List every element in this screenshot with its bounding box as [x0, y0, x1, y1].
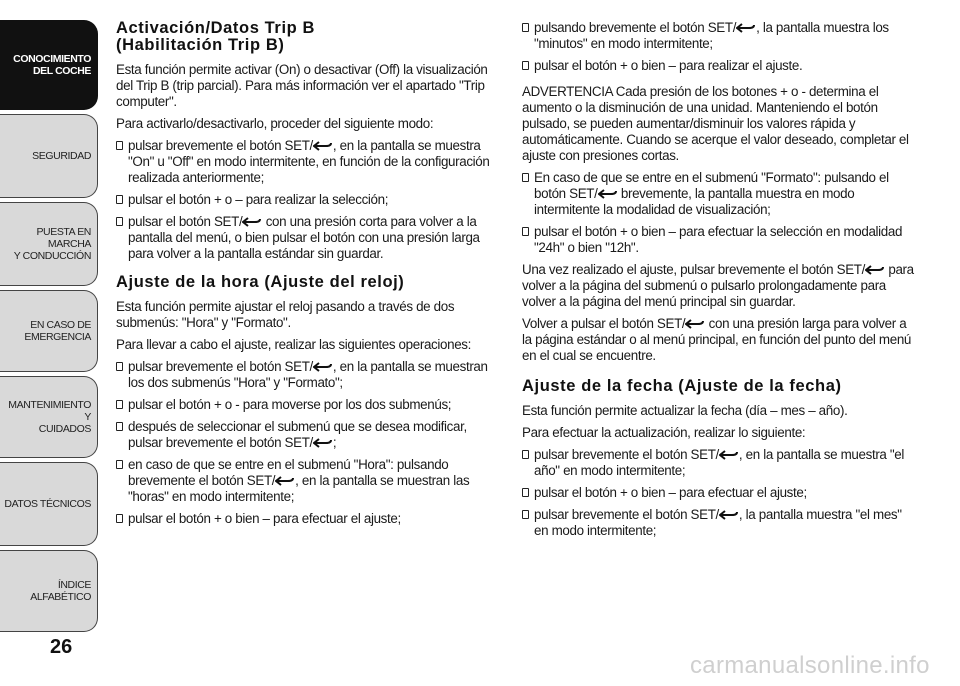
list-item: pulsar brevemente el botón SET/ , la pantalla muestra "el mes" en modo intermitente;: [522, 507, 914, 539]
checkbox-bullet-icon: [522, 61, 529, 70]
list-item: pulsar el botón + o bien – para efectuar el ajuste;: [116, 511, 496, 527]
checkbox-bullet-icon: [116, 362, 123, 371]
checkbox-bullet-icon: [116, 195, 123, 204]
back-arrow-icon: [736, 23, 756, 33]
back-arrow-icon: [598, 189, 618, 199]
warning-text: ADVERTENCIA Cada presión de los botones + o - determina el aumento o la disminución de una unidad. Manteniendo el botón pulsado, se pueden aumentar/disminuir los valores rápida y automáticamente. Cuando se acerque el valor deseado, completar el ajuste con presiones cortas.: [522, 84, 909, 163]
hora-procedure: Para llevar a cabo el ajuste, realizar las siguientes operaciones:: [116, 337, 472, 352]
back-arrow-icon: [719, 510, 739, 520]
right-column: [522, 20, 914, 545]
checkbox-bullet-icon: [116, 514, 123, 523]
tab-seguridad[interactable]: SEGURIDAD: [0, 114, 98, 198]
checkbox-bullet-icon: [116, 141, 123, 150]
list-item: en caso de que se entre en el submenú "Hora": pulsando brevemente el botón SET/ , en la pantalla se muestran las "horas" en modo intermitente;: [116, 457, 496, 505]
list-item: pulsando brevemente el botón SET/ , la pantalla muestra los "minutos" en modo intermitente;: [522, 20, 914, 52]
list-item: pulsar el botón + o bien – para realizar el ajuste.: [522, 58, 914, 74]
checkbox-bullet-icon: [522, 227, 529, 236]
checkbox-bullet-icon: [116, 400, 123, 409]
back-arrow-icon: [242, 217, 262, 227]
list-item: pulsar el botón SET/ con una presión corta para volver a la pantalla del menú, o bien pulsar el botón con una presión larga para volver a la pantalla estándar sin guardar.: [116, 214, 496, 262]
back-arrow-icon: [719, 450, 739, 460]
page-number: 26: [50, 636, 73, 658]
checkbox-bullet-icon: [522, 173, 529, 182]
trip-b-intro: Esta función permite activar (On) o desactivar (Off) la visualización del Trip B (trip parcial). Para más información ver el apartado "Trip computer".: [116, 62, 488, 109]
checkbox-bullet-icon: [522, 488, 529, 497]
list-item: después de seleccionar el submenú que se desea modificar, pulsar brevemente el botón SET/ ;: [116, 419, 496, 451]
back-arrow-icon: [685, 319, 705, 329]
back-arrow-icon: [865, 265, 885, 275]
watermark: carmanualsonline.info: [690, 652, 930, 679]
list-item: pulsar el botón + o - para moverse por los dos submenús;: [116, 397, 496, 413]
back-arrow-icon: [313, 141, 333, 151]
trip-b-heading: Activación/Datos Trip B (Habilitación Trip B): [116, 19, 316, 54]
tab-mantenimiento[interactable]: MANTENIMIENTO Y CUIDADOS: [0, 376, 98, 458]
tab-conocimiento-del-coche[interactable]: CONOCIMIENTO DEL COCHE: [0, 20, 98, 110]
list-item: pulsar brevemente el botón SET/ , en la pantalla se muestran los dos submenús "Hora" y "Formato";: [116, 359, 496, 391]
fecha-intro: Esta función permite actualizar la fecha (día – mes – año).: [522, 403, 848, 418]
checkbox-bullet-icon: [116, 422, 123, 431]
tab-indice-alfabetico[interactable]: ÍNDICE ALFABÉTICO: [0, 550, 98, 632]
trip-b-procedure: Para activarlo/desactivarlo, proceder del siguiente modo:: [116, 116, 434, 131]
list-item: pulsar el botón + o bien – para efectuar el ajuste;: [522, 485, 914, 501]
tab-puesta-en-marcha[interactable]: PUESTA EN MARCHA Y CONDUCCIÓN: [0, 202, 98, 286]
tab-en-caso-de-emergencia[interactable]: EN CASO DE EMERGENCIA: [0, 290, 98, 372]
fecha-heading: Ajuste de la fecha (Ajuste de la fecha): [522, 377, 842, 395]
list-item: En caso de que se entre en el submenú "Formato": pulsando el botón SET/ brevemente, la pantalla muestra en modo intermitente la modalidad de visualización;: [522, 170, 914, 218]
checkbox-bullet-icon: [522, 23, 529, 32]
hora-heading: Ajuste de la hora (Ajuste del reloj): [116, 273, 405, 291]
list-item: pulsar el botón + o – para realizar la selección;: [116, 192, 496, 208]
sidebar: [0, 0, 100, 686]
back-arrow-icon: [313, 438, 333, 448]
fecha-procedure: Para efectuar la actualización, realizar lo siguiente:: [522, 425, 806, 440]
return-text: Volver a pulsar el botón SET/ con una presión larga para volver a la página estándar o al menú principal, en función del punto del menú en el cual se encuentre.: [522, 316, 912, 363]
left-column: [116, 20, 496, 533]
checkbox-bullet-icon: [522, 450, 529, 459]
list-item: pulsar brevemente el botón SET/ , en la pantalla se muestra "On" u "Off" en modo intermitente, en función de la configuración realizada anteriormente;: [116, 138, 496, 186]
list-item: pulsar brevemente el botón SET/ , en la pantalla se muestra "el año" en modo intermitente;: [522, 447, 914, 479]
tab-datos-tecnicos[interactable]: DATOS TÉCNICOS: [0, 462, 98, 546]
checkbox-bullet-icon: [116, 460, 123, 469]
back-arrow-icon: [313, 362, 333, 372]
hora-intro: Esta función permite ajustar el reloj pasando a través de dos submenús: "Hora" y "Formato".: [116, 299, 455, 330]
list-item: pulsar el botón + o bien – para efectuar la selección en modalidad "24h" o bien "12h".: [522, 224, 914, 256]
back-arrow-icon: [275, 476, 295, 486]
checkbox-bullet-icon: [522, 510, 529, 519]
after-adjust-text: Una vez realizado el ajuste, pulsar brevemente el botón SET/ para volver a la página del submenú o pulsarlo prolongadamente para volver a la página del menú principal sin guardar.: [522, 262, 914, 309]
checkbox-bullet-icon: [116, 217, 123, 226]
